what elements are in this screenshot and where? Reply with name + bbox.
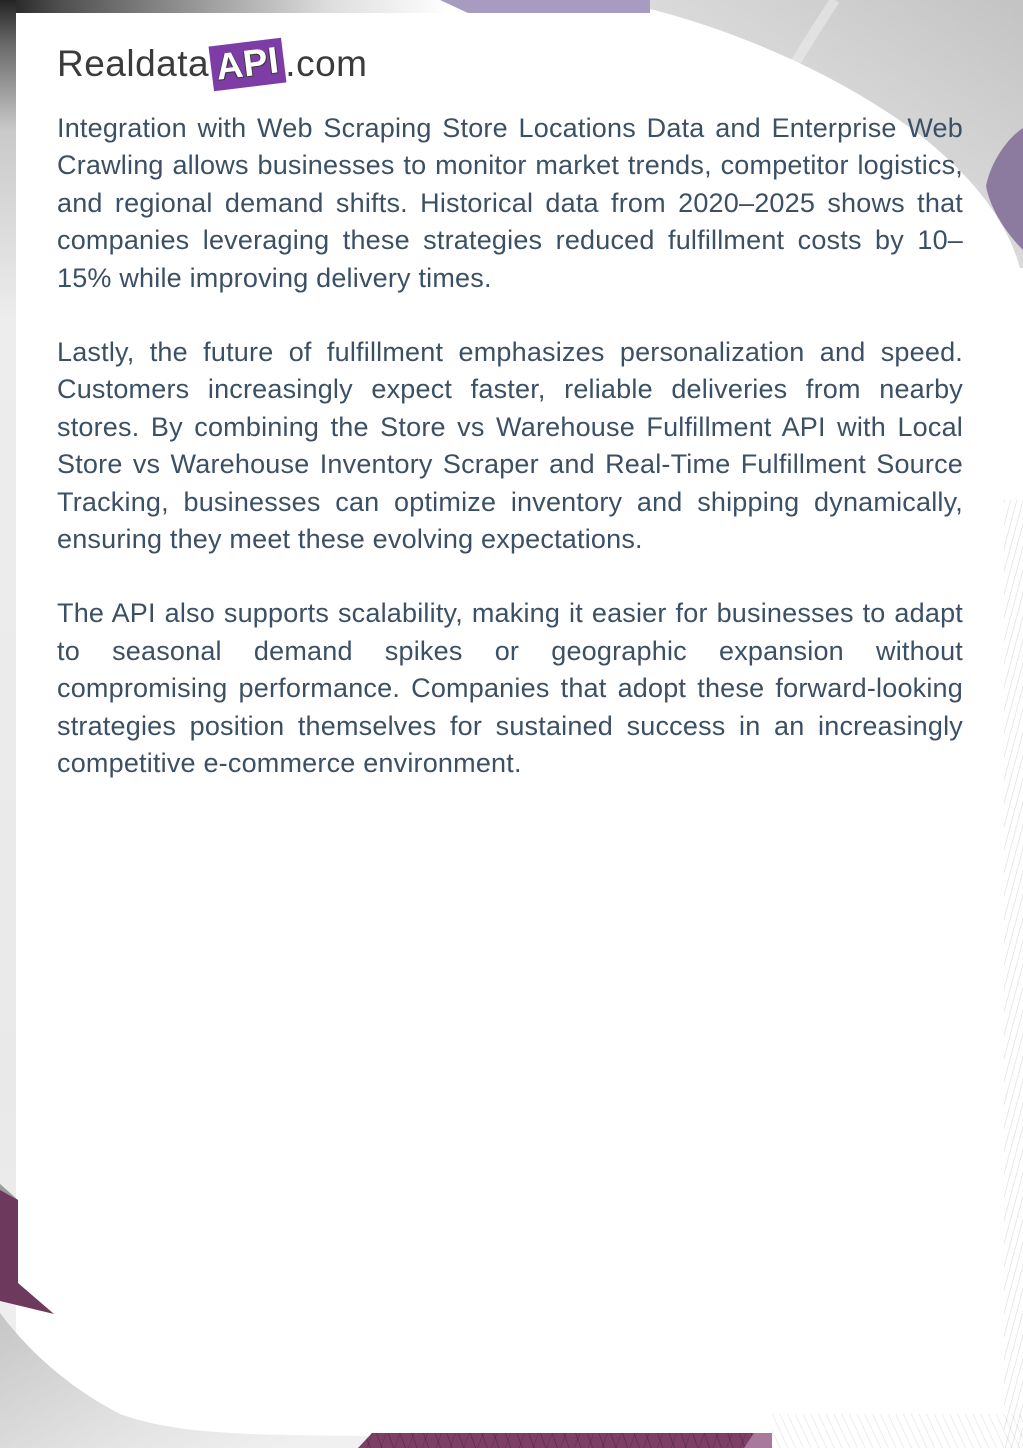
logo: [57, 40, 963, 88]
bottom-bar-end-cap: [744, 1433, 772, 1448]
bottom-right-lines: [772, 1414, 1023, 1448]
logo-prefix: Realdata: [57, 43, 210, 84]
body-text: [57, 110, 963, 783]
paragraph-1: Integration with Web Scraping Store Locations Data and Enterprise Web Crawling allows businesses to monitor market trends, competitor logistics, and regional demand shifts. Historical data from 2020–2025 shows that companies leveraging these strategies reduced fulfillment costs by 10–15% while improving delivery times.: [57, 113, 963, 293]
logo-suffix: .com: [285, 43, 368, 84]
paragraph-2: Lastly, the future of fulfillment emphasizes personalization and speed. Customers increasingly expect faster, reliable deliveries from nearby stores. By combining the Store vs Warehouse Fulfillment API with Local Store vs Warehouse Inventory Scraper and Real-Time Fulfillment Source Tracking, businesses can optimize inventory and shipping dynamically, ensuring they meet these evolving expectations.: [57, 337, 963, 555]
bottom-accent-bar: [358, 1433, 772, 1448]
page-content: [57, 0, 963, 820]
bottom-left-gray-area: [0, 1313, 380, 1448]
bottom-left-swoosh: [0, 1148, 560, 1448]
left-plum-wedge: [0, 1190, 54, 1314]
paragraph-3: The API also supports scalability, making it easier for businesses to adapt to seasonal demand spikes or geographic expansion without compromising performance. Companies that adopt these forward-looking strategies position themselves for sustained success in an increasingly competitive e-commerce environment.: [57, 598, 963, 779]
logo-api-badge: API: [209, 37, 287, 91]
right-edge-lines: [1004, 500, 1023, 1448]
